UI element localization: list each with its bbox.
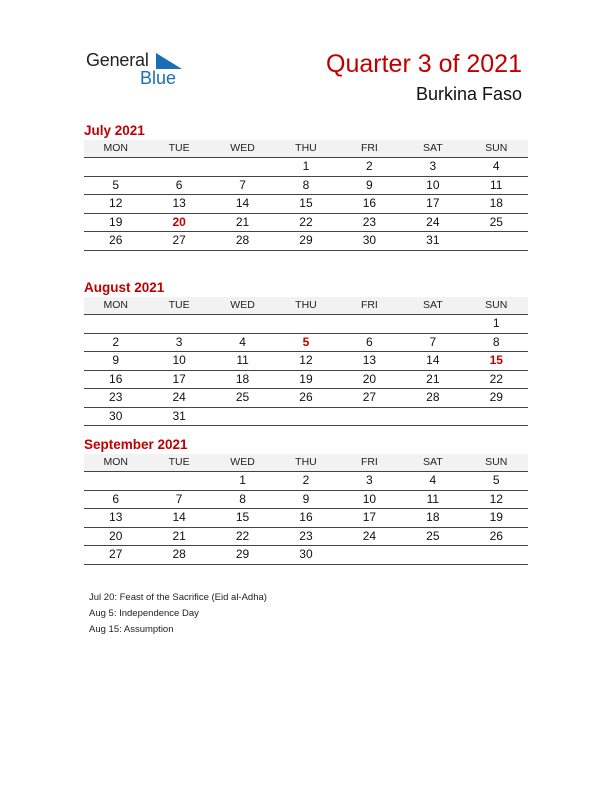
week-row <box>84 509 528 528</box>
day-cell: 19 <box>489 510 503 524</box>
week-row <box>84 214 528 233</box>
day-cell: 3 <box>366 473 373 487</box>
weekday-label: THU <box>295 456 317 468</box>
day-cell: 21 <box>172 528 186 543</box>
day-cell <box>338 408 401 426</box>
weekday-label: WED <box>230 299 255 311</box>
day-cell: 27 <box>109 547 123 561</box>
month-title: September 2021 <box>84 437 188 452</box>
day-cell: 29 <box>299 233 313 247</box>
day-cell: 18 <box>235 371 250 386</box>
week-row <box>84 334 528 353</box>
day-cell: 8 <box>302 177 310 192</box>
day-cell: 19 <box>109 214 123 229</box>
holiday-notes <box>89 590 267 638</box>
logo-word-general: General <box>86 50 149 70</box>
day-cell: 31 <box>426 233 440 247</box>
page-title: Quarter 3 of 2021 <box>326 50 522 78</box>
week-row <box>84 471 528 491</box>
weekday-label: MON <box>103 142 128 154</box>
day-cell: 11 <box>490 177 503 192</box>
weekday-label: FRI <box>360 142 378 154</box>
weekday-label: TUE <box>168 456 190 468</box>
day-cell: 18 <box>489 196 503 210</box>
day-cell <box>147 472 210 490</box>
day-cell: 29 <box>235 547 250 561</box>
day-cell: 13 <box>109 510 123 524</box>
day-cell: 8 <box>239 491 246 506</box>
day-cell: 20 <box>172 214 186 229</box>
day-cell <box>401 546 464 564</box>
day-cell: 22 <box>299 214 313 229</box>
weekday-label: SUN <box>485 456 508 468</box>
day-cell <box>274 408 337 426</box>
day-cell: 28 <box>172 547 186 561</box>
holiday-note: Aug 5: Independence Day <box>89 608 199 619</box>
weekday-label: SAT <box>422 299 443 311</box>
week-row <box>84 314 528 334</box>
week-row <box>84 528 528 547</box>
day-cell: 25 <box>489 214 503 229</box>
day-cell: 6 <box>112 491 120 506</box>
day-cell: 20 <box>109 528 123 543</box>
day-cell: 7 <box>429 334 437 349</box>
day-cell: 21 <box>426 371 440 386</box>
day-cell: 22 <box>235 528 250 543</box>
weekday-label: SAT <box>422 456 443 468</box>
day-cell: 11 <box>426 491 440 506</box>
day-cell: 22 <box>489 371 503 386</box>
day-cell: 12 <box>109 196 123 210</box>
day-cell: 9 <box>302 491 310 506</box>
weekday-header <box>84 297 528 314</box>
day-cell: 24 <box>426 214 440 229</box>
day-cell: 5 <box>302 334 310 349</box>
day-cell: 6 <box>366 334 373 349</box>
day-cell: 19 <box>299 371 313 386</box>
week-row <box>84 389 528 408</box>
day-cell: 30 <box>109 408 123 423</box>
day-cell <box>465 232 528 250</box>
week-row <box>84 352 528 371</box>
day-cell: 16 <box>299 510 313 524</box>
month-title: July 2021 <box>84 123 145 138</box>
day-cell <box>147 158 210 176</box>
weekday-label: SUN <box>485 142 508 154</box>
holiday-note: Jul 20: Feast of the Sacrifice (Eid al-Adha) <box>89 592 267 603</box>
day-cell: 28 <box>426 390 440 404</box>
day-cell: 21 <box>235 214 250 229</box>
day-cell: 27 <box>362 390 377 404</box>
day-cell: 4 <box>429 473 437 487</box>
day-cell: 30 <box>362 233 377 247</box>
day-cell: 15 <box>299 196 313 210</box>
day-cell: 17 <box>362 510 377 524</box>
weekday-label: MON <box>103 456 128 468</box>
day-cell: 14 <box>426 353 440 367</box>
day-cell: 26 <box>109 233 123 247</box>
day-cell: 16 <box>109 371 123 386</box>
day-cell: 27 <box>172 233 186 247</box>
day-cell: 20 <box>362 371 377 386</box>
week-row <box>84 177 528 196</box>
day-cell: 7 <box>239 177 246 192</box>
day-cell: 23 <box>299 528 313 543</box>
day-cell: 2 <box>302 473 310 487</box>
day-cell <box>84 158 147 176</box>
weekday-label: MON <box>103 299 128 311</box>
day-cell: 26 <box>299 390 313 404</box>
day-cell: 28 <box>235 233 250 247</box>
day-cell: 23 <box>109 390 123 404</box>
day-cell: 9 <box>112 353 120 367</box>
day-cell: 3 <box>429 159 437 173</box>
day-cell: 8 <box>492 334 500 349</box>
day-cell: 16 <box>362 196 377 210</box>
day-cell: 6 <box>175 177 183 192</box>
day-cell: 1 <box>239 473 246 487</box>
week-row <box>84 491 528 510</box>
day-cell: 3 <box>175 334 183 349</box>
weekday-header <box>84 454 528 471</box>
day-cell <box>84 472 147 490</box>
day-cell: 15 <box>235 510 250 524</box>
weekday-label: SAT <box>422 142 443 154</box>
day-cell: 13 <box>172 196 186 210</box>
generalblue-logo <box>86 50 196 90</box>
day-cell: 10 <box>172 353 186 367</box>
day-cell: 17 <box>426 196 440 210</box>
day-cell: 25 <box>235 390 250 404</box>
day-cell: 4 <box>239 334 246 349</box>
week-row <box>84 408 528 427</box>
day-cell: 13 <box>362 353 377 367</box>
day-cell: 14 <box>235 196 250 210</box>
weekday-label: SUN <box>485 299 508 311</box>
day-cell <box>211 158 274 176</box>
country-name: Burkina Faso <box>415 84 522 104</box>
month-september <box>84 436 528 565</box>
day-cell <box>401 315 464 333</box>
day-cell: 24 <box>172 390 186 404</box>
day-cell: 11 <box>236 353 249 367</box>
month-july <box>84 122 528 251</box>
day-cell <box>211 408 274 426</box>
day-cell: 10 <box>362 491 377 506</box>
day-cell: 12 <box>489 491 503 506</box>
day-cell: 1 <box>302 159 310 173</box>
month-title: August 2021 <box>84 280 165 295</box>
week-row <box>84 232 528 251</box>
day-cell: 14 <box>172 510 186 524</box>
week-row <box>84 371 528 390</box>
day-cell <box>211 315 274 333</box>
weekday-label: TUE <box>168 142 190 154</box>
weekday-label: THU <box>295 299 317 311</box>
day-cell: 18 <box>426 510 440 524</box>
day-cell: 15 <box>489 353 503 367</box>
day-cell: 23 <box>362 214 377 229</box>
day-cell: 30 <box>299 547 313 561</box>
day-cell: 17 <box>172 371 186 386</box>
day-cell <box>465 546 528 564</box>
day-cell: 2 <box>112 334 120 349</box>
weekday-label: FRI <box>360 456 378 468</box>
day-cell: 7 <box>175 491 183 506</box>
day-cell: 5 <box>112 177 120 192</box>
day-cell <box>338 546 401 564</box>
day-cell: 1 <box>492 316 500 330</box>
weekday-label: FRI <box>360 299 378 311</box>
day-cell: 9 <box>366 177 373 192</box>
week-row <box>84 195 528 214</box>
month-august <box>84 279 528 426</box>
day-cell: 12 <box>299 353 313 367</box>
day-cell <box>338 315 401 333</box>
day-cell: 26 <box>489 528 503 543</box>
weekday-label: WED <box>230 142 255 154</box>
day-cell: 2 <box>366 159 373 173</box>
day-cell <box>84 315 147 333</box>
day-cell <box>274 315 337 333</box>
logo-triangle-icon <box>156 53 182 69</box>
day-cell: 24 <box>362 528 377 543</box>
week-row <box>84 157 528 177</box>
day-cell <box>147 315 210 333</box>
day-cell: 10 <box>426 177 440 192</box>
day-cell <box>465 408 528 426</box>
day-cell: 29 <box>489 390 503 404</box>
day-cell: 4 <box>492 159 500 173</box>
day-cell: 25 <box>426 528 440 543</box>
weekday-label: THU <box>295 142 317 154</box>
holiday-note: Aug 15: Assumption <box>89 624 174 635</box>
weekday-header <box>84 140 528 157</box>
weekday-label: TUE <box>168 299 190 311</box>
weekday-label: WED <box>230 456 255 468</box>
day-cell: 31 <box>172 408 186 423</box>
logo-word-blue: Blue <box>140 68 177 88</box>
week-row <box>84 546 528 565</box>
day-cell: 5 <box>492 473 500 487</box>
day-cell <box>401 408 464 426</box>
